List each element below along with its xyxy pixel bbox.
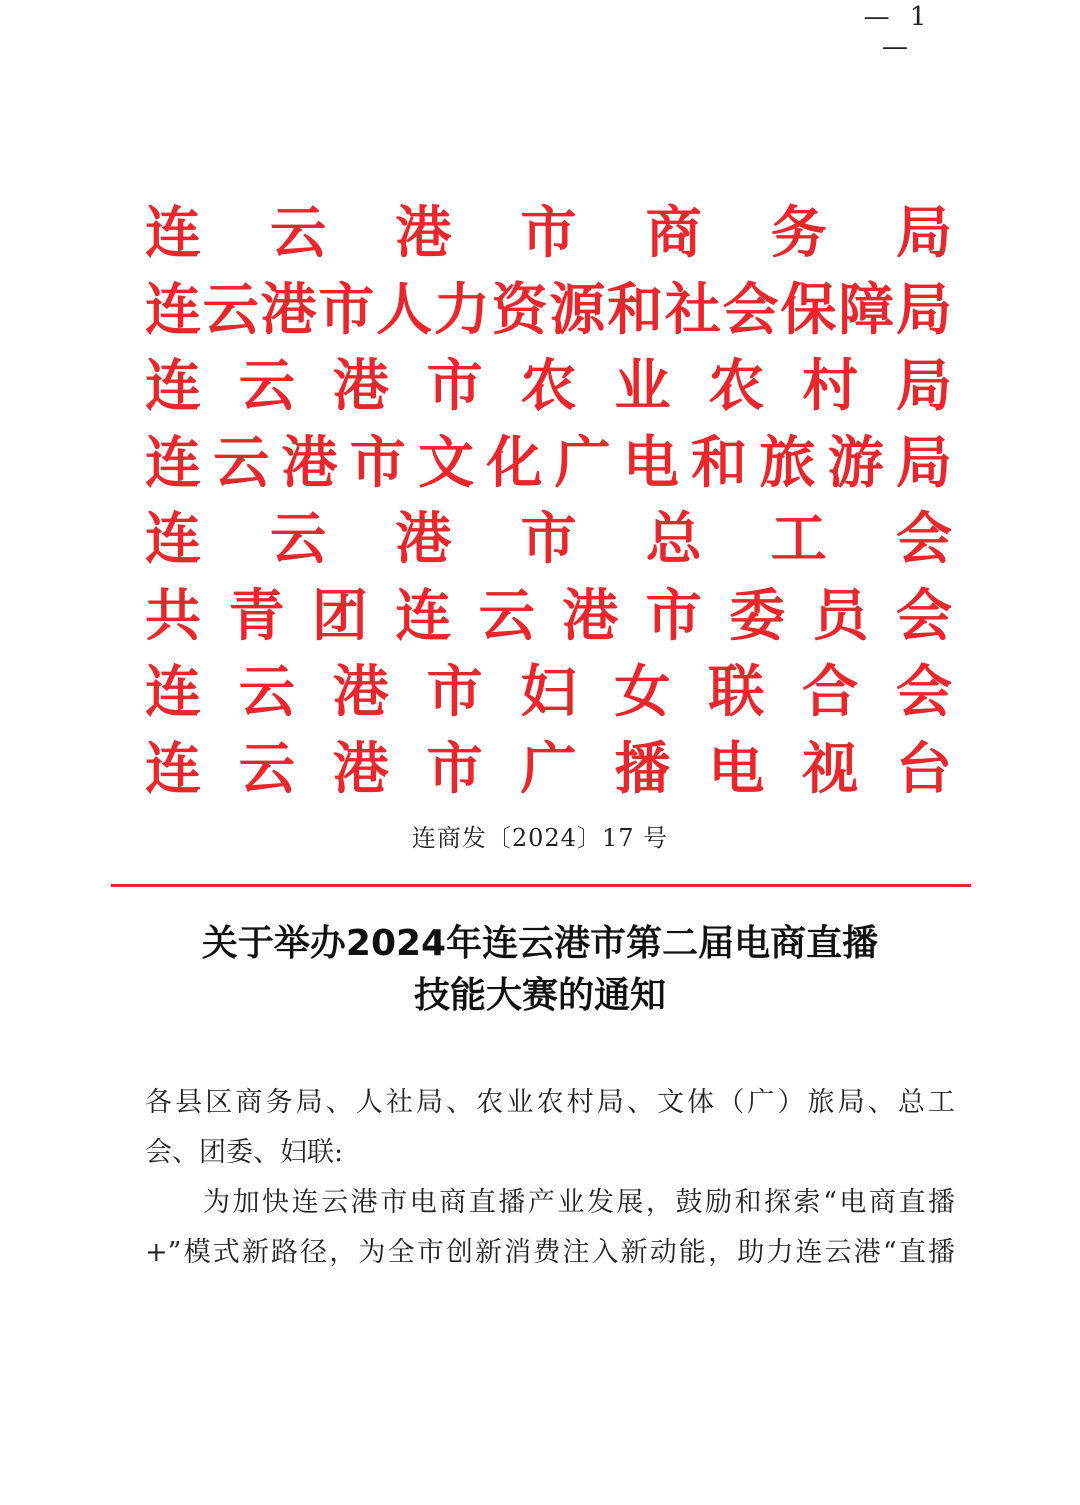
issuer-culture-tourism-bureau <box>145 426 952 503</box>
issuer-hr-social-security-bureau <box>145 273 952 350</box>
issuer-char: 社 <box>664 277 721 343</box>
notice-title <box>0 918 1080 1022</box>
issuer-char: 障 <box>838 277 895 343</box>
issuer-womens-federation <box>145 655 952 732</box>
red-divider-line <box>111 884 971 887</box>
issuer-char: 员 <box>812 583 869 649</box>
issuer-char: 云 <box>270 201 327 266</box>
issuer-char: 连 <box>395 583 452 649</box>
issuer-char: 台 <box>896 736 952 802</box>
issuer-char: 和 <box>607 277 664 343</box>
issuer-char: 力 <box>433 277 490 343</box>
issuer-char: 电 <box>622 430 679 496</box>
issuer-char: 会 <box>722 277 779 343</box>
issuer-char: 市 <box>520 507 577 572</box>
recipients-line-2: 会、团委、妇联: <box>145 1137 344 1168</box>
issuer-char: 文 <box>418 430 475 496</box>
issuer-char: 局 <box>895 201 952 266</box>
issuer-char: 工 <box>770 507 827 572</box>
issuer-char: 源 <box>549 277 606 343</box>
issuer-char: 农 <box>520 354 577 419</box>
issuer-char: 连 <box>145 201 201 266</box>
issuer-char: 市 <box>349 430 406 496</box>
issuer-char: 连 <box>145 354 201 419</box>
issuer-char: 连 <box>145 736 201 802</box>
issuer-char: 视 <box>802 736 859 802</box>
issuing-agencies-header <box>145 196 952 808</box>
issuer-char: 云 <box>238 736 295 802</box>
issuer-char: 广 <box>554 430 611 496</box>
paragraph-line-1: 为加快连云港市电商直播产业发展，鼓励和探索“电商直播 <box>203 1187 955 1218</box>
issuer-youth-league-committee <box>145 579 952 656</box>
issuer-char: 和 <box>691 430 748 496</box>
issuer-char: 总 <box>645 507 702 572</box>
issuer-char: 市 <box>645 583 702 649</box>
issuer-char: 港 <box>332 660 389 725</box>
issuer-char: 广 <box>520 736 577 802</box>
issuer-char: 人 <box>376 277 433 343</box>
issuer-char: 村 <box>802 354 859 419</box>
issuer-char: 云 <box>478 583 535 649</box>
issuer-char: 市 <box>426 660 483 725</box>
issuer-char: 云 <box>238 660 295 725</box>
issuer-char: 云 <box>213 430 270 496</box>
issuer-char: 妇 <box>520 660 577 725</box>
page-number: — 1 — <box>863 2 933 62</box>
issuer-char: 化 <box>486 430 543 496</box>
issuer-char: 会 <box>895 583 952 649</box>
issuer-char: 电 <box>708 736 765 802</box>
issuer-char: 云 <box>270 507 327 572</box>
document-number: 连商发〔2024〕17 号 <box>411 824 669 852</box>
issuer-char: 港 <box>395 507 452 572</box>
issuer-char: 港 <box>562 583 619 649</box>
issuer-char: 港 <box>332 736 389 802</box>
paragraph-line-2: +”模式新路径，为全市创新消费注入新动能，助力连云港“直播 <box>145 1237 955 1268</box>
issuer-char: 港 <box>281 430 338 496</box>
issuer-char: 联 <box>708 660 765 725</box>
issuer-char: 市 <box>426 354 483 419</box>
issuer-char: 团 <box>311 583 368 649</box>
issuer-char: 连 <box>145 660 201 725</box>
issuer-char: 局 <box>895 277 952 343</box>
issuer-char: 局 <box>896 354 952 419</box>
issuer-char: 女 <box>614 660 671 725</box>
issuer-char: 港 <box>332 354 389 419</box>
issuer-char: 共 <box>145 583 201 649</box>
issuer-char: 游 <box>827 430 884 496</box>
notice-title-line-2: 技能大赛的通知 <box>413 975 666 1016</box>
issuer-char: 市 <box>520 201 577 266</box>
issuer-char: 旅 <box>759 430 816 496</box>
issuer-agriculture-bureau <box>145 349 952 426</box>
issuer-char: 委 <box>729 583 786 649</box>
issuer-char: 农 <box>708 354 765 419</box>
issuer-char: 播 <box>614 736 671 802</box>
issuer-char: 市 <box>318 277 375 343</box>
issuer-char: 业 <box>614 354 671 419</box>
issuer-char: 局 <box>895 430 952 496</box>
issuer-char: 保 <box>780 277 837 343</box>
issuer-char: 资 <box>491 277 548 343</box>
issuer-commerce-bureau <box>145 196 952 273</box>
issuer-char: 会 <box>896 660 952 725</box>
notice-title-line-1: 关于举办2024年连云港市第二届电商直播 <box>201 923 879 964</box>
issuer-char: 港 <box>260 277 317 343</box>
issuer-radio-tv-station <box>145 732 952 809</box>
issuer-char: 商 <box>645 201 702 266</box>
issuer-trade-union <box>145 502 952 579</box>
issuer-char: 青 <box>228 583 285 649</box>
issuer-char: 务 <box>770 201 827 266</box>
recipients-line-1: 各县区商务局、人社局、农业农村局、文体（广）旅局、总工 <box>145 1087 955 1118</box>
issuer-char: 云 <box>202 277 259 343</box>
notice-body <box>145 1078 955 1278</box>
issuer-char: 云 <box>238 354 295 419</box>
issuer-char: 港 <box>395 201 452 266</box>
issuer-char: 合 <box>802 660 859 725</box>
issuer-char: 连 <box>145 277 201 343</box>
issuer-char: 市 <box>426 736 483 802</box>
issuer-char: 连 <box>145 507 201 572</box>
issuer-char: 会 <box>895 507 952 572</box>
issuer-char: 连 <box>145 430 201 496</box>
